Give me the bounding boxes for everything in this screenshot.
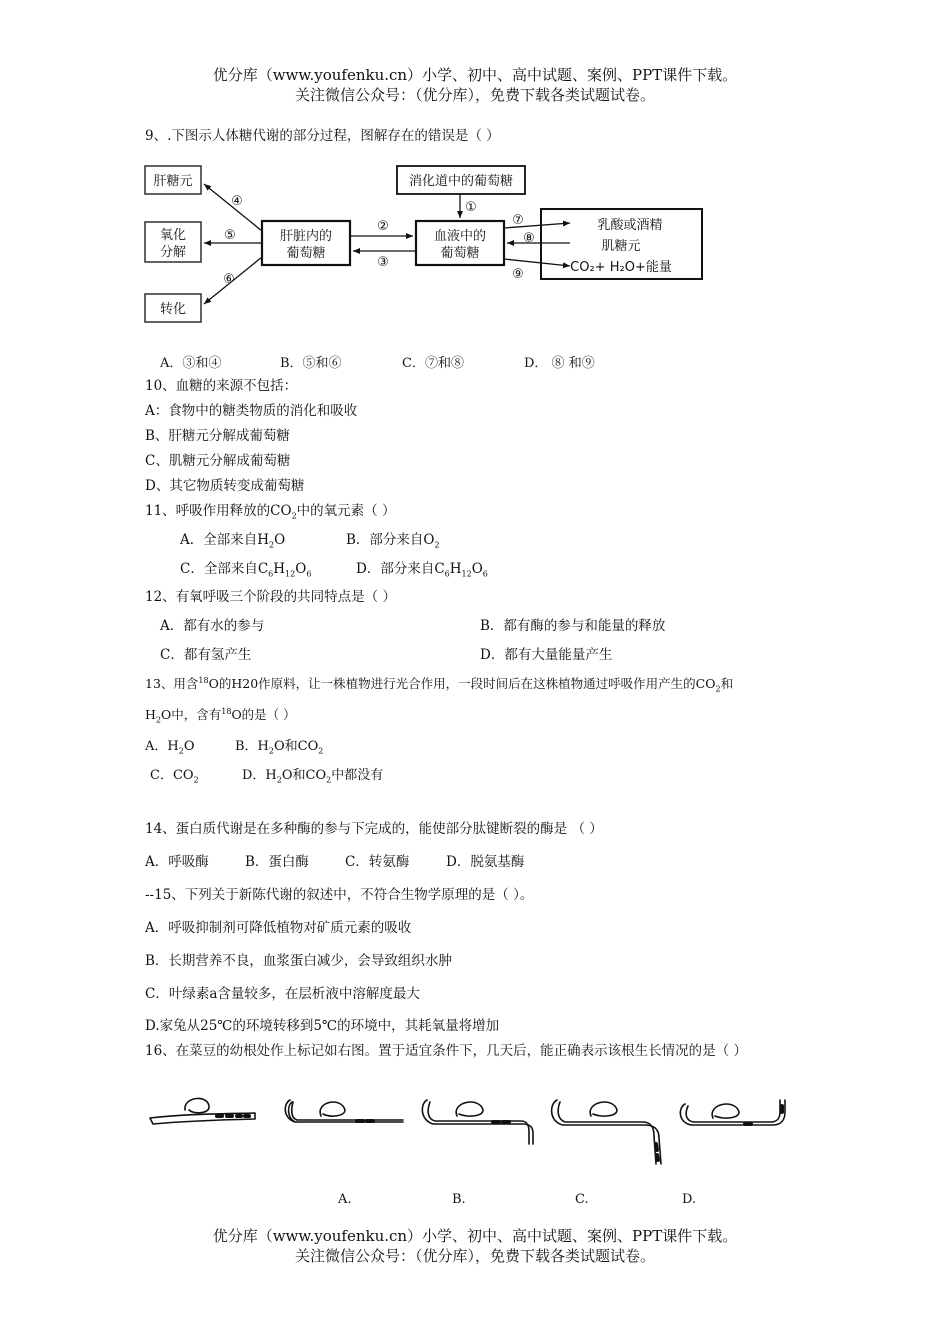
q16-label-a: A. <box>338 1192 352 1207</box>
q10-option-a: A：食物中的糖类物质的消化和吸收 <box>145 403 358 419</box>
marker-7: ⑦ <box>512 213 524 228</box>
q15-stem: --15、下列关于新陈代谢的叙述中，不符合生物学原理的是（ ）。 <box>145 887 534 903</box>
q15-option-d: D.家兔从25℃的环境转移到5℃的环境中，其耗氧量将增加 <box>145 1018 500 1034</box>
q12-option-d: D．都有大量能量产生 <box>480 647 613 663</box>
q10-option-c: C、肌糖元分解成葡萄糖 <box>145 453 291 469</box>
root-option-d-figure <box>680 1100 785 1125</box>
q9-option-b: B．⑤和⑥ <box>280 356 342 371</box>
q15-option-a: A．呼吸抑制剂可降低植物对矿质元素的吸收 <box>145 920 412 936</box>
q16-label-c: C. <box>575 1192 589 1207</box>
q10-option-b: B、肝糖元分解成葡萄糖 <box>145 428 290 444</box>
liver-glucose-label-2: 葡萄糖 <box>286 246 326 261</box>
q14-option-a: A．呼吸酶 <box>145 854 209 870</box>
q16-stem: 16、在菜豆的幼根处作上标记如右图。置于适宜条件下，几天后，能正确表示该根生长情况的是（ ） <box>145 1043 747 1059</box>
q12-option-b: B．都有酶的参与和能量的释放 <box>480 618 666 634</box>
original-root-figure <box>150 1098 255 1124</box>
q16-label-b: B. <box>452 1192 466 1207</box>
q14-option-c: C．转氨酶 <box>345 854 410 870</box>
marker-2: ② <box>377 219 389 234</box>
q12-option-c: C．都有氢产生 <box>160 647 252 663</box>
q10-stem: 10、血糖的来源不包括： <box>145 378 298 394</box>
q15-option-c: C．叶绿素a含量较多，在层析液中溶解度最大 <box>145 986 420 1002</box>
q11-option-d: D．部分来自$C_6H_{12}O_6$ <box>356 561 488 579</box>
product-label-3: CO₂+ H₂O+能量 <box>570 260 672 275</box>
q11-stem: 11、呼吸作用释放的$CO_2$中的氧元素（ ） <box>145 503 396 521</box>
blood-glucose-label-2: 葡萄糖 <box>440 246 480 261</box>
conversion-label: 转化 <box>159 302 187 317</box>
q10-option-d: D、其它物质转变成葡萄糖 <box>145 478 305 494</box>
q15-option-b: B．长期营养不良，血浆蛋白减少，会导致组织水肿 <box>145 953 452 969</box>
q13-option-b: B．$H_2O$和$CO_2$ <box>235 739 324 756</box>
liver-glycogen-label: 肝糖元 <box>153 174 193 189</box>
q12-option-a: A．都有水的参与 <box>160 618 265 634</box>
q14-stem: 14、蛋白质代谢是在多种酶的参与下完成的，能使部分肽键断裂的酶是 （ ） <box>145 821 603 837</box>
q13-option-d: D．$H_2O$和$CO_2$中都没有 <box>242 768 384 785</box>
liver-glucose-label-1: 肝脏内的 <box>279 229 333 244</box>
q14-option-b: B．蛋白酶 <box>245 854 309 870</box>
footer-line-2: 关注微信公众号：（优分库），免费下载各类试题试卷。 <box>294 1247 655 1265</box>
marker-9: ⑨ <box>512 267 524 282</box>
product-label-2: 肌糖元 <box>601 239 641 254</box>
marker-3: ③ <box>377 255 389 270</box>
q13-stem-line-2: $H_2O$中，含有$^{18}$O的是（ ） <box>145 706 296 725</box>
marker-6: ⑥ <box>223 272 235 287</box>
q13-stem: 13、用含$^{18}$O的H20作原料，让一株植物进行光合作用，一段时间后在这株植物通过呼吸作用产生的$CO_2$和 <box>145 675 734 694</box>
footer-line-1: 优分库（www.youfenku.cn）小学、初中、高中试题、案例、PPT课件下载。 <box>212 1227 738 1245</box>
q14-option-d: D．脱氨基酶 <box>446 854 525 870</box>
q11-option-b: B．部分来自$O_2$ <box>346 532 440 550</box>
q9-option-c: C．⑦和⑧ <box>402 356 464 371</box>
q9-option-a: A．③和④ <box>160 356 222 371</box>
marker-5: ⑤ <box>224 228 236 243</box>
header-line-1: 优分库（www.youfenku.cn）小学、初中、高中试题、案例、PPT课件下载。 <box>212 66 738 84</box>
glucose-metabolism-diagram <box>140 158 710 330</box>
bean-root-figures <box>145 1088 795 1168</box>
marker-4: ④ <box>231 194 243 209</box>
q11-option-a: A．全部来自$H_2O$ <box>180 532 286 550</box>
oxidation-label-2: 分解 <box>159 245 187 260</box>
root-option-c-figure <box>552 1100 661 1164</box>
q9-option-d: D． ⑧ 和⑨ <box>524 356 595 371</box>
q12-stem: 12、有氧呼吸三个阶段的共同特点是（ ） <box>145 589 396 605</box>
product-label-1: 乳酸或酒精 <box>597 218 663 233</box>
blood-glucose-label-1: 血液中的 <box>433 229 487 244</box>
gut-glucose-label: 消化道中的葡萄糖 <box>408 174 514 189</box>
marker-1: ① <box>465 200 477 215</box>
q16-label-d: D. <box>682 1192 697 1207</box>
marker-8: ⑧ <box>523 231 535 246</box>
root-option-b-figure <box>422 1100 533 1144</box>
q11-option-c: C．全部来自$C_6H_{12}O_6$ <box>180 561 312 579</box>
q13-option-c: C．$CO_2$ <box>150 768 199 785</box>
arrow-9 <box>504 259 570 266</box>
oxidation-label-1: 氧化 <box>159 228 187 243</box>
q13-option-a: A．$H_2O$ <box>145 739 195 756</box>
header-line-2: 关注微信公众号：（优分库），免费下载各类试题试卷。 <box>294 86 655 104</box>
q9-stem: 9、.下图示人体糖代谢的部分过程，图解存在的错误是（ ） <box>145 128 500 144</box>
root-option-a-figure <box>285 1100 403 1122</box>
